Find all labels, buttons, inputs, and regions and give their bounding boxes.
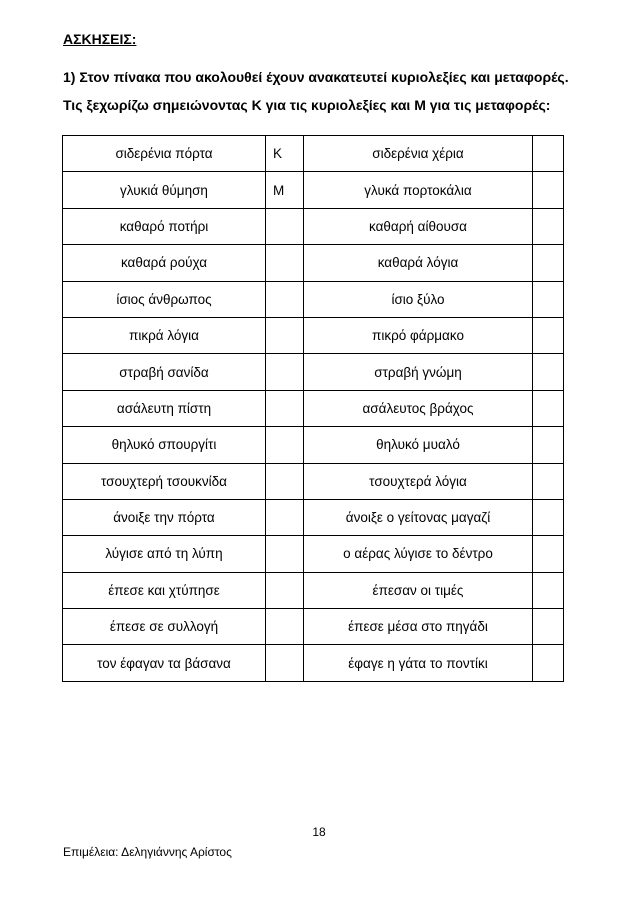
answer-left-cell[interactable] (266, 390, 304, 426)
phrase-right-cell: καθαρή αίθουσα (304, 208, 533, 244)
answer-right-cell[interactable] (533, 208, 564, 244)
phrase-right-cell: έπεσαν οι τιμές (304, 572, 533, 608)
answer-left-cell[interactable]: Μ (266, 172, 304, 208)
answer-right-cell[interactable] (533, 427, 564, 463)
table-row (63, 317, 564, 353)
phrase-left-cell: γλυκιά θύμηση (63, 172, 266, 208)
answer-right-cell[interactable] (533, 463, 564, 499)
answer-left-cell[interactable] (266, 572, 304, 608)
table-row (63, 245, 564, 281)
answer-left-cell[interactable] (266, 281, 304, 317)
table-row (63, 172, 564, 208)
phrase-left-cell: πικρά λόγια (63, 317, 266, 353)
phrase-right-cell: στραβή γνώμη (304, 354, 533, 390)
answer-right-cell[interactable] (533, 572, 564, 608)
table-body (63, 136, 564, 682)
answer-right-cell[interactable] (533, 172, 564, 208)
answer-right-cell[interactable] (533, 609, 564, 645)
phrase-left-cell: άνοιξε την πόρτα (63, 499, 266, 535)
phrase-left-cell: στραβή σανίδα (63, 354, 266, 390)
phrase-left-cell: θηλυκό σπουργίτι (63, 427, 266, 463)
phrase-right-cell: πικρό φάρμακο (304, 317, 533, 353)
answer-right-cell[interactable] (533, 136, 564, 172)
phrase-right-cell: καθαρά λόγια (304, 245, 533, 281)
answer-left-cell[interactable] (266, 463, 304, 499)
answer-left-cell[interactable] (266, 354, 304, 390)
phrase-left-cell: τον έφαγαν τα βάσανα (63, 645, 266, 681)
phrase-left-cell: ίσιος άνθρωπος (63, 281, 266, 317)
phrase-right-cell: έπεσε μέσα στο πηγάδι (304, 609, 533, 645)
table-row (63, 136, 564, 172)
table-row (63, 572, 564, 608)
phrase-right-cell: ίσιο ξύλο (304, 281, 533, 317)
table-row (63, 499, 564, 535)
answer-left-cell[interactable] (266, 645, 304, 681)
answer-left-cell[interactable] (266, 609, 304, 645)
answer-left-cell[interactable]: Κ (266, 136, 304, 172)
table-row (63, 354, 564, 390)
phrase-right-cell: σιδερένια χέρια (304, 136, 533, 172)
exercises-heading: ΑΣΚΗΣΕΙΣ: (63, 31, 137, 47)
phrase-left-cell: τσουχτερή τσουκνίδα (63, 463, 266, 499)
phrase-right-cell: άνοιξε ο γείτονας μαγαζί (304, 499, 533, 535)
answer-left-cell[interactable] (266, 208, 304, 244)
table-row (63, 536, 564, 572)
phrase-left-cell: σιδερένια πόρτα (63, 136, 266, 172)
phrase-left-cell: ασάλευτη πίστη (63, 390, 266, 426)
footer-credit: Επιμέλεια: Δεληγιάννης Αρίστος (63, 845, 232, 859)
table-row (63, 427, 564, 463)
answer-left-cell[interactable] (266, 317, 304, 353)
phrase-left-cell: έπεσε σε συλλογή (63, 609, 266, 645)
table-row (63, 609, 564, 645)
instruction-line-2: Τις ξεχωρίζω σημειώνοντας Κ για τις κυριολεξίες και Μ για τις μεταφορές: (63, 97, 551, 113)
table-row (63, 281, 564, 317)
answer-right-cell[interactable] (533, 499, 564, 535)
phrase-right-cell: έφαγε η γάτα το ποντίκι (304, 645, 533, 681)
answer-right-cell[interactable] (533, 645, 564, 681)
answer-right-cell[interactable] (533, 536, 564, 572)
table-row (63, 208, 564, 244)
answer-right-cell[interactable] (533, 317, 564, 353)
answer-left-cell[interactable] (266, 536, 304, 572)
table-row (63, 463, 564, 499)
phrase-right-cell: γλυκά πορτοκάλια (304, 172, 533, 208)
phrase-left-cell: καθαρό ποτήρι (63, 208, 266, 244)
instruction-line-1: 1) Στον πίνακα που ακολουθεί έχουν ανακατευτεί κυριολεξίες και μεταφορές. (63, 69, 569, 85)
table-row (63, 645, 564, 681)
answer-right-cell[interactable] (533, 390, 564, 426)
phrase-left-cell: έπεσε και χτύπησε (63, 572, 266, 608)
phrase-left-cell: καθαρά ρούχα (63, 245, 266, 281)
phrase-right-cell: θηλυκό μυαλό (304, 427, 533, 463)
literal-metaphor-table (62, 135, 564, 682)
table-row (63, 390, 564, 426)
phrase-right-cell: ο αέρας λύγισε το δέντρο (304, 536, 533, 572)
answer-right-cell[interactable] (533, 281, 564, 317)
phrase-left-cell: λύγισε από τη λύπη (63, 536, 266, 572)
answer-right-cell[interactable] (533, 245, 564, 281)
page-number: 18 (312, 825, 326, 839)
phrase-right-cell: τσουχτερά λόγια (304, 463, 533, 499)
answer-left-cell[interactable] (266, 245, 304, 281)
answer-left-cell[interactable] (266, 499, 304, 535)
phrase-right-cell: ασάλευτος βράχος (304, 390, 533, 426)
answer-left-cell[interactable] (266, 427, 304, 463)
answer-right-cell[interactable] (533, 354, 564, 390)
